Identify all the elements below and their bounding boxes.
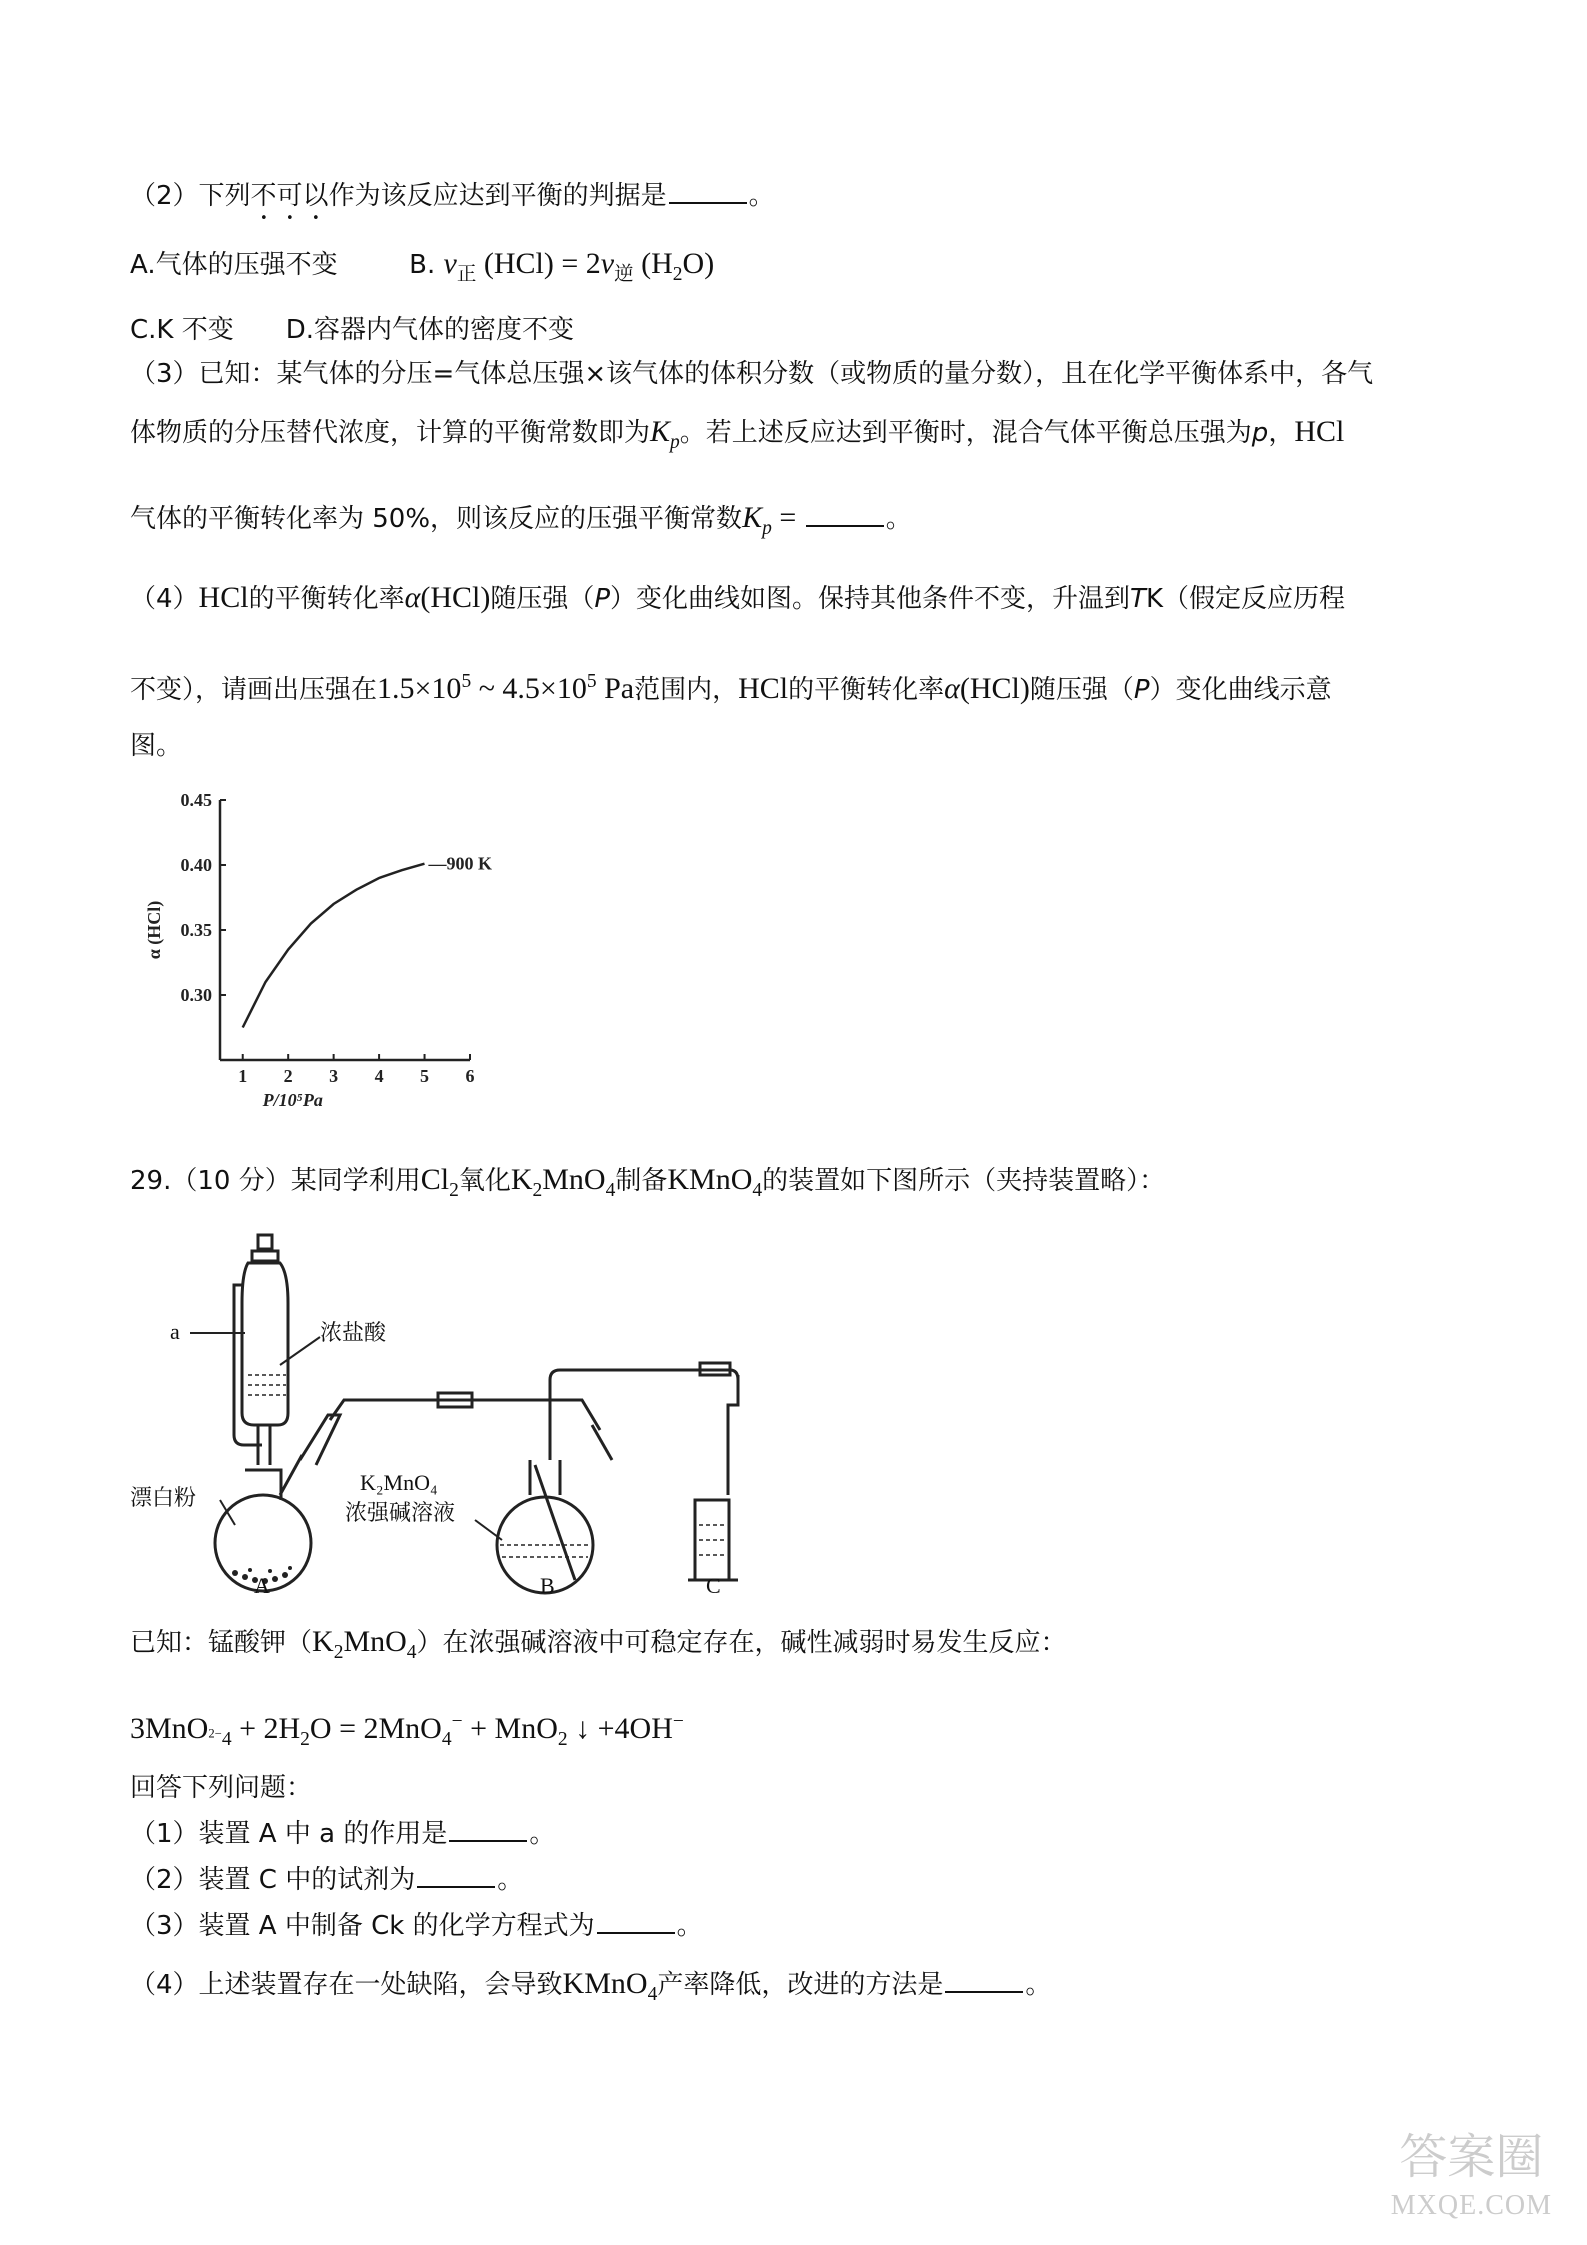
label-a: a — [170, 1319, 180, 1344]
answer-blank[interactable] — [669, 178, 747, 204]
x-tick-label: 4 — [374, 1066, 384, 1086]
apparatus-diagram — [130, 1225, 750, 1595]
q2-options-row1: A.气体的压强不变 B. $v_正$ $(HCl) = 2v_逆$ $(H_2O)$ — [130, 247, 715, 285]
q3-line1: （3）已知：某气体的分压=气体总压强×该气体的体积分数（或物质的量分数），且在化学平衡体系中，各气 — [130, 359, 1374, 389]
label-k2mno4: K₂MnO₄ — [360, 1470, 438, 1495]
x-tick-label: 1 — [238, 1066, 248, 1086]
q4-line1: （4）HCl的平衡转化率α(HCl)随压强（P）变化曲线如图。保持其他条件不变，升温到TK（假定反应历程 — [130, 581, 1345, 614]
alpha-hcl: α(HCl) — [404, 581, 491, 614]
q29-intro: 29.（10 分）某同学利用$Cl_2$氧化$K_2MnO_4$制备KMnO$_4$的装置如下图所示（夹持装置略）： — [130, 1163, 1166, 1201]
x-tick-label: 6 — [465, 1066, 475, 1086]
kmno4-formula: KMnO$_4$ — [667, 1163, 763, 1201]
y-axis-label: α (HCl) — [144, 900, 164, 960]
series-label: —900 K — [428, 853, 493, 874]
q4-line3: 图。 — [130, 731, 183, 761]
label-flask-b: B — [540, 1573, 555, 1595]
label-base: 浓强碱溶液 — [345, 1500, 456, 1525]
question-3: （3）装置 A 中制备 Ck 的化学方程式为 。 — [130, 1908, 703, 1944]
kmno4-formula: KMnO$_4$ — [562, 1967, 658, 2005]
funnel-stopper — [258, 1235, 272, 1249]
outlet-tube — [550, 1370, 738, 1460]
q3-line2: 体物质的分压替代浓度，计算的平衡常数即为$K_p$。若上述反应达到平衡时，混合气体平衡总压强为p，HCl — [130, 415, 1345, 453]
option-b-formula: $v_正$ $(HCl) = 2v_逆$ $(H_2O)$ — [443, 247, 715, 285]
y-tick-label: 0.30 — [180, 985, 212, 1005]
x-tick-label: 3 — [329, 1066, 339, 1086]
y-tick-label: 0.35 — [180, 920, 212, 940]
funnel-body — [242, 1263, 288, 1425]
kp-symbol: $K_p$ — [742, 501, 772, 539]
q2-stem: （2）下列不可以作为该反应达到平衡的判据是 。 — [130, 178, 775, 226]
label-cylinder-c: C — [706, 1573, 721, 1595]
x-tick-label: 2 — [283, 1066, 293, 1086]
q4-line2: 不变），请画出压强在$1.5\times 10^5$ ~ $4.5\times 10^5$ Pa范围内，HCl的平衡转化率α(HCl)随压强（P）变化曲线示意 — [130, 671, 1332, 705]
alpha-hcl: α(HCl) — [944, 672, 1030, 705]
side-tube-a — [234, 1285, 262, 1445]
reaction-equation: $3MnO_{^{2-}4} + 2H_2O = 2MnO_4^- + MnO_2$ ↓ +4OH− — [130, 1711, 684, 1750]
question-4: （4）上述装置存在一处缺陷，会导致KMnO$_4$产率降低，改进的方法是 。 — [130, 1967, 1052, 2005]
answer-blank[interactable] — [417, 1862, 495, 1888]
watermark-logo: 答案圈 MXQE.COM — [1390, 2131, 1552, 2221]
y-tick-label: 0.45 — [180, 790, 212, 810]
y-tick-label: 0.40 — [180, 855, 212, 875]
q2-options-row2: C.K 不变 D.容器内气体的密度不变 — [130, 315, 575, 345]
label-flask-a: A — [254, 1573, 270, 1595]
answer-blank[interactable] — [449, 1816, 527, 1842]
answer-blank[interactable] — [806, 501, 884, 527]
x-tick-label: 5 — [420, 1066, 430, 1086]
connecting-tube — [330, 1400, 600, 1430]
x-axis-label: P/10⁵Pa — [262, 1090, 323, 1110]
answer-blank[interactable] — [597, 1908, 675, 1934]
kp-symbol: $K_p$ — [650, 415, 680, 453]
q2-emphasis: 不可以 — [250, 181, 329, 211]
k2mno4-formula: $K_2MnO_4$ — [510, 1163, 616, 1201]
label-acid: 浓盐酸 — [320, 1320, 387, 1345]
answer-heading: 回答下列问题： — [130, 1773, 313, 1803]
answer-blank[interactable] — [945, 1967, 1023, 1993]
q3-line3: 气体的平衡转化率为 50%，则该反应的压强平衡常数$K_p$ = 。 — [130, 501, 912, 539]
pressure-range: $1.5\times 10^5$ ~ $4.5\times 10^5$ Pa — [377, 671, 635, 705]
k2mno4-formula: $K_2MnO_4$ — [312, 1625, 417, 1663]
conversion-pressure-chart — [130, 780, 510, 1120]
question-1: （1）装置 A 中 a 的作用是 。 — [130, 1816, 555, 1852]
cl2-formula: $Cl_2$ — [420, 1163, 459, 1201]
question-2: （2）装置 C 中的试剂为 。 — [130, 1862, 523, 1898]
label-powder: 漂白粉 — [130, 1485, 197, 1510]
series-line — [243, 864, 425, 1028]
known-line: 已知：锰酸钾$(K_2MnO_4)$在浓强碱溶液中可稳定存在，碱性减弱时易发生反应： — [130, 1625, 1067, 1663]
